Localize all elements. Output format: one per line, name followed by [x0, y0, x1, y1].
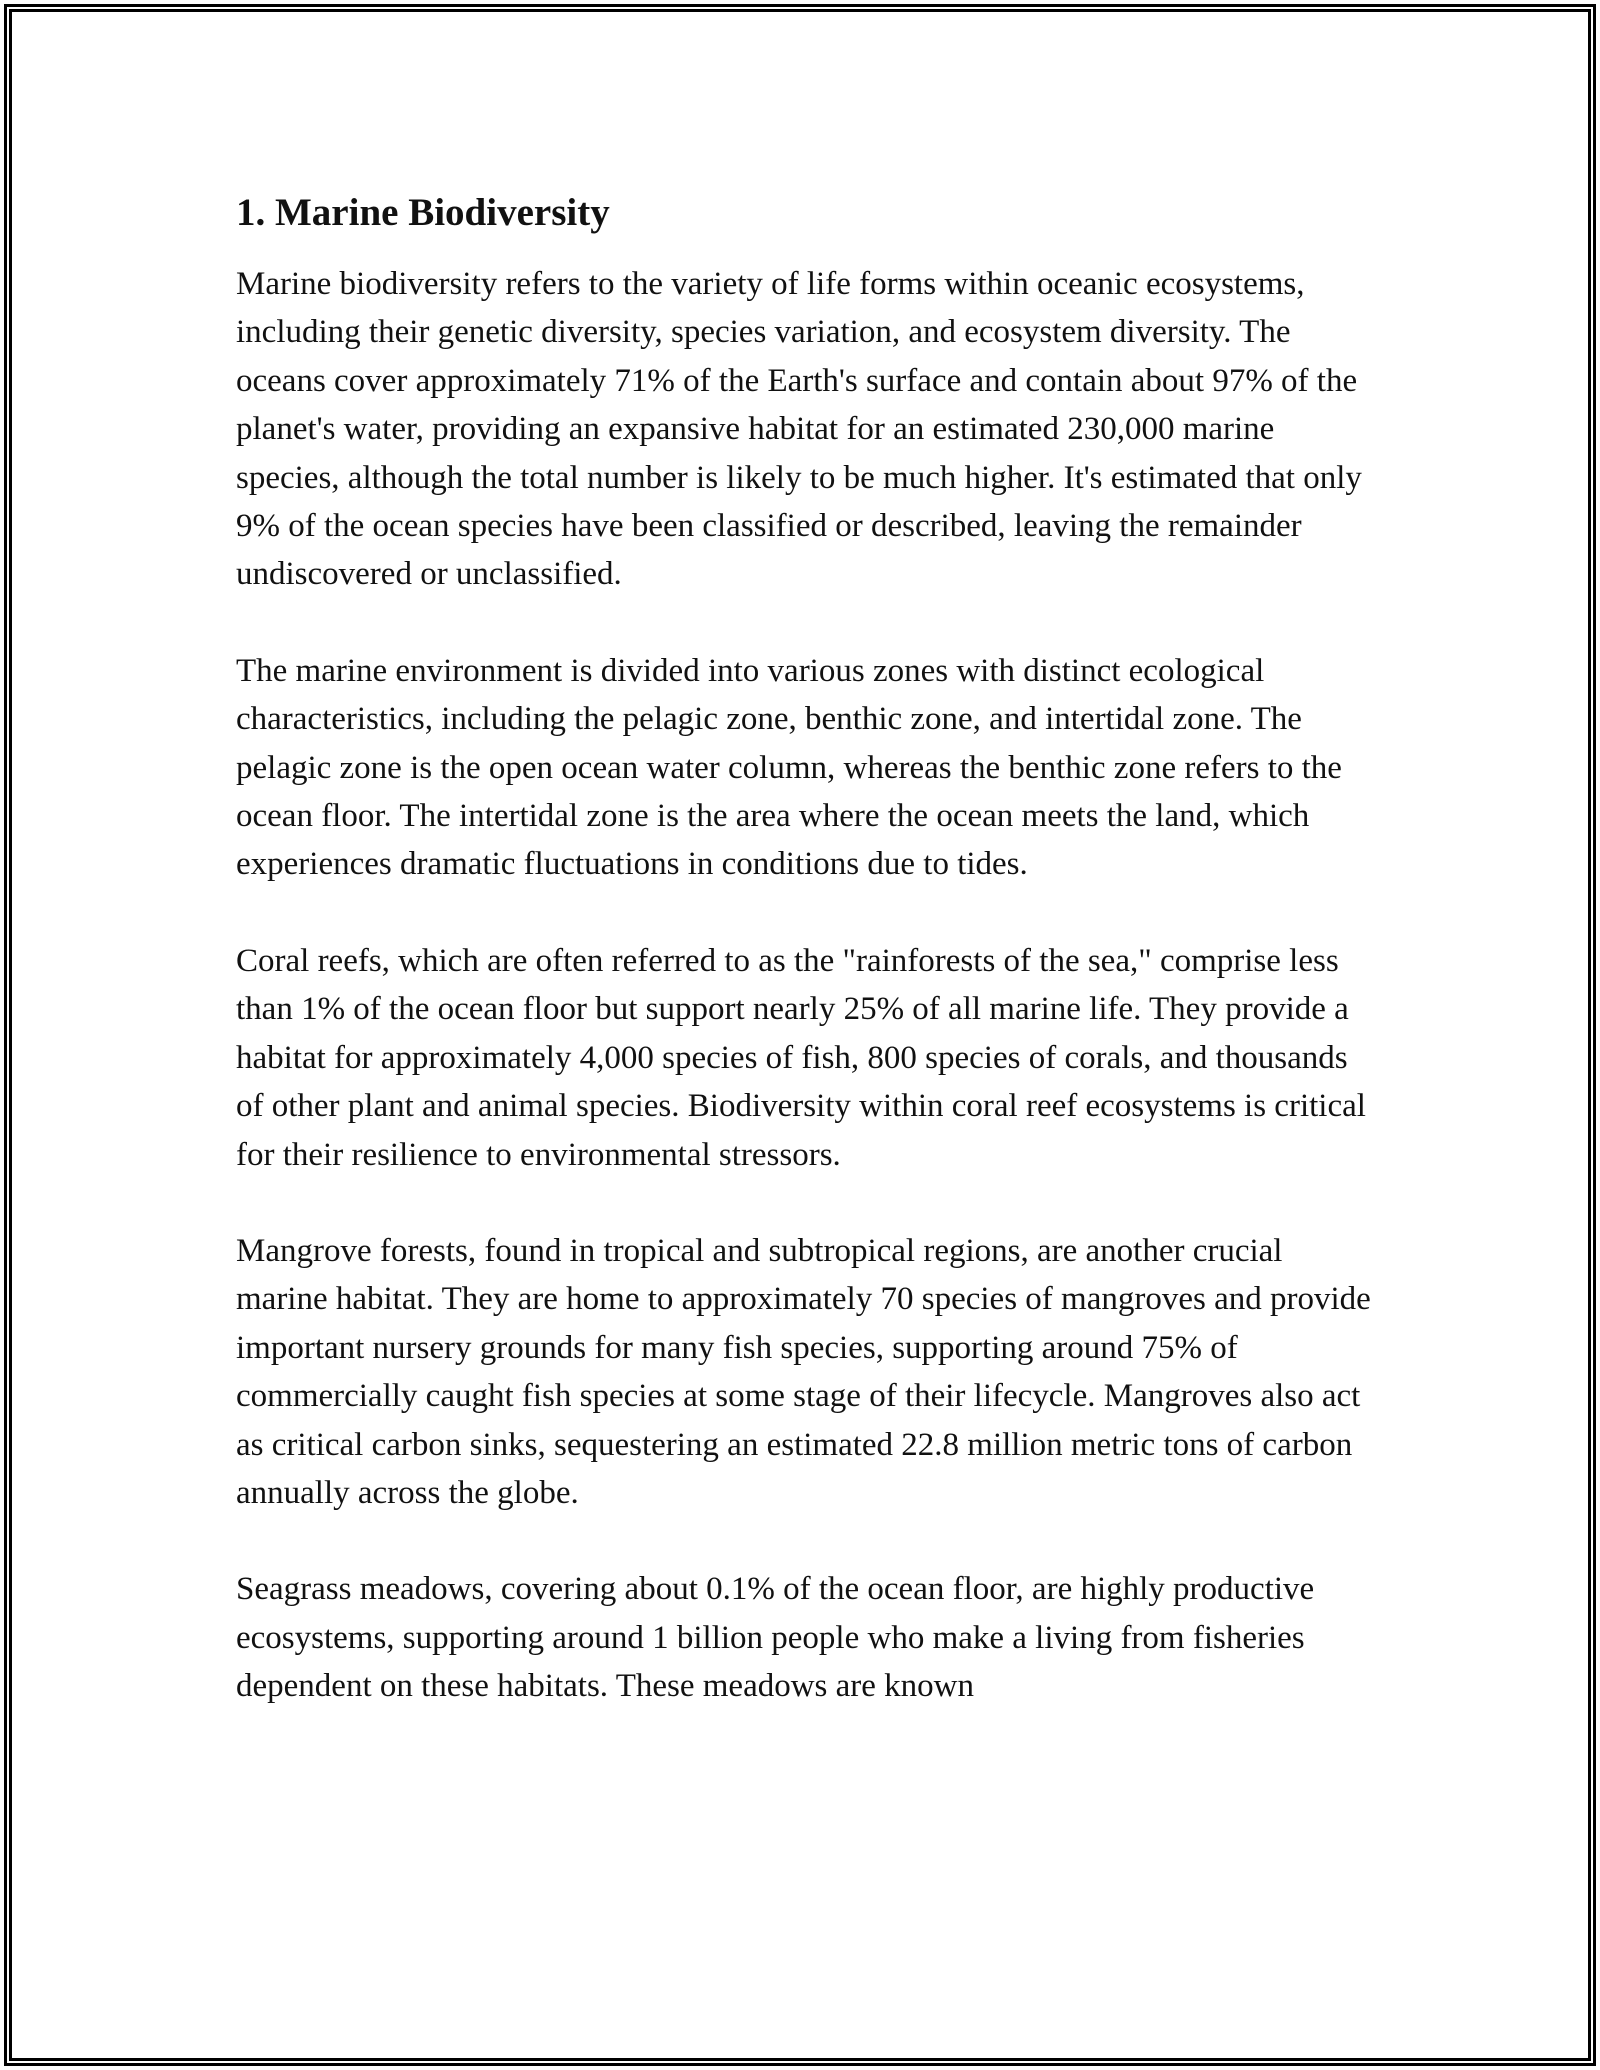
document-body — [236, 186, 1376, 1711]
section-heading: 1. Marine Biodiversity — [236, 191, 610, 234]
paragraph-zones: The marine environment is divided into various zones with distinct ecological characteristics, including the pelagic zone, benthic zone, and intertidal zone. The pelagic zone is the open ocean water column, whereas the benthic zone refers to the ocean floor. The intertidal zone is the area where the ocean meets the land, which experiences dramatic fluctuations in conditions due to tides. — [236, 652, 1342, 883]
paragraph-coral-reefs: Coral reefs, which are often referred to as the "rainforests of the sea," comprise less than 1% of the ocean floor but support nearly 25% of all marine life. They provide a habitat for approximately 4,000 species of fish, 800 species of corals, and thousands of other plant and animal species. Biodiversity within coral reef ecosystems is critical for their resilience to environmental stressors. — [236, 942, 1366, 1173]
paragraph-overview: Marine biodiversity refers to the variety of life forms within oceanic ecosystems, including their genetic diversity, species variation, and ecosystem diversity. The oceans cover approximately 71% of the Earth's surface and contain about 97% of the planet's water, providing an expansive habitat for an estimated 230,000 marine species, although the total number is likely to be much higher. It's estimated that only 9% of the ocean species have been classified or described, leaving the remainder undiscovered or unclassified. — [236, 266, 1362, 593]
paragraph-mangroves: Mangrove forests, found in tropical and subtropical regions, are another crucial marine habitat. They are home to approximately 70 species of mangroves and provide important nursery grounds for many fish species, supporting around 75% of commercially caught fish species at some stage of their lifecycle. Mangroves also act as critical carbon sinks, sequestering an estimated 22.8 million metric tons of carbon annually across the globe. — [236, 1232, 1371, 1511]
paragraph-seagrass: Seagrass meadows, covering about 0.1% of the ocean floor, are highly productive ecosystems, supporting around 1 billion people who make a living from fisheries dependent on these habitats. These meadows are known — [236, 1571, 1315, 1705]
